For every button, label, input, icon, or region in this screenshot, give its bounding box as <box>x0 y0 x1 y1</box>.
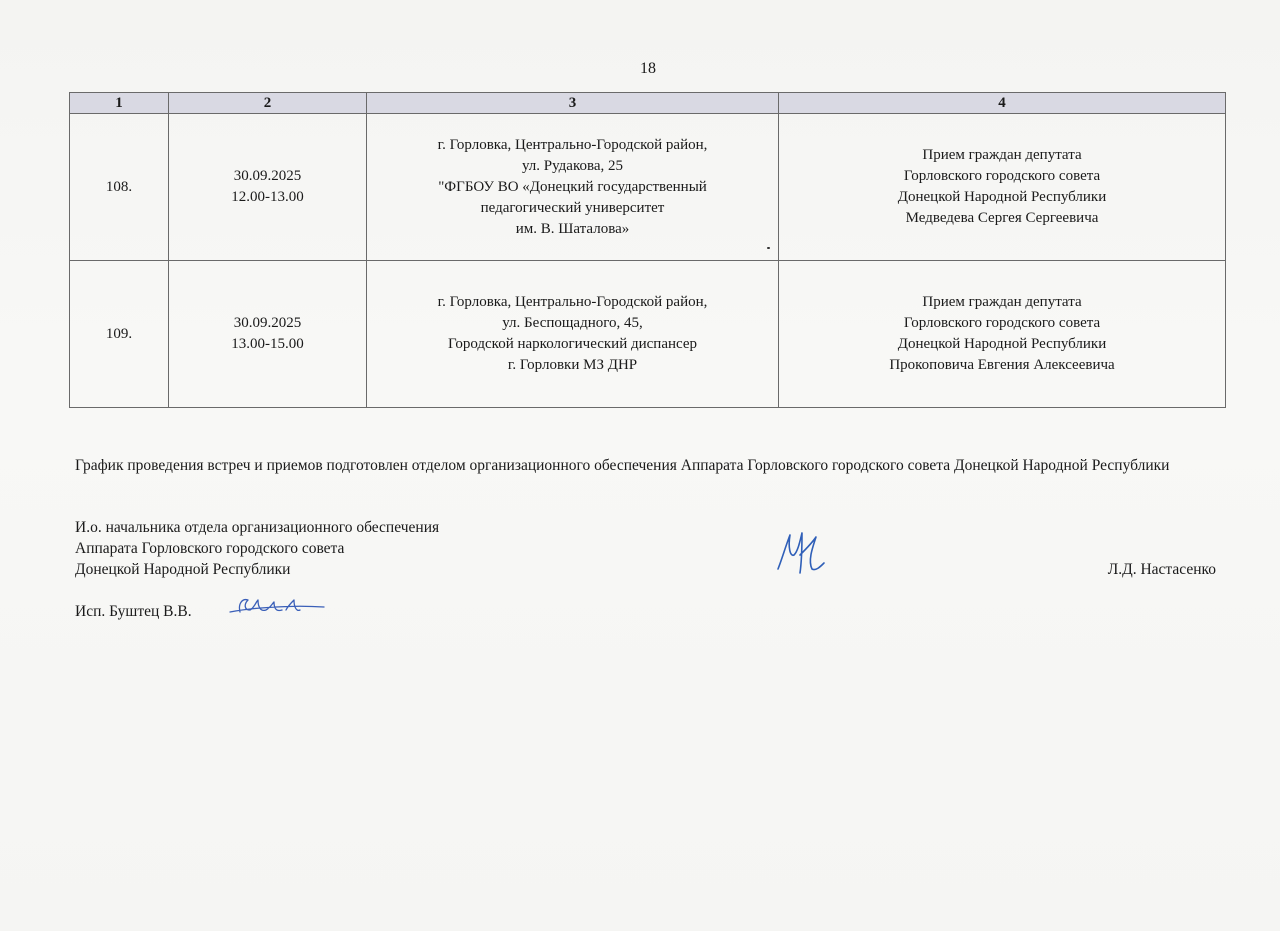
table-row <box>70 114 1226 261</box>
event-time: 13.00-15.00 <box>231 336 304 352</box>
location-line: "ФГБОУ ВО «Донецкий государственный <box>438 178 707 195</box>
table-row <box>70 261 1226 408</box>
table-header-row <box>70 93 1226 114</box>
page-number: 18 <box>640 60 656 77</box>
location-cell <box>367 261 779 408</box>
event-line: Донецкой Народной Республики <box>897 336 1107 352</box>
datetime-cell <box>169 114 367 261</box>
location-line: г. Горловка, Центрально-Городской район, <box>437 136 708 153</box>
position-line: Аппарата Горловского городского совета <box>75 540 345 557</box>
location-line: ул. Рудакова, 25 <box>521 157 624 174</box>
position-line: Донецкой Народной Республики <box>75 561 291 578</box>
position-line: И.о. начальника отдела организационного обеспечения <box>75 519 440 536</box>
event-line: Прием граждан депутата <box>922 294 1082 310</box>
event-line: Прием граждан депутата <box>922 147 1082 163</box>
scan-speck <box>767 247 770 249</box>
event-line: Прокоповича Евгения Алексеевича <box>889 357 1115 373</box>
location-line: Городской наркологический диспансер <box>447 336 698 352</box>
signatory-position <box>75 517 439 580</box>
handwritten-signature <box>772 525 832 581</box>
column-header: 2 <box>169 93 367 114</box>
location-line: ул. Беспощадного, 45, <box>502 315 643 331</box>
event-line: Горловского городского совета <box>903 315 1101 331</box>
row-number-cell <box>70 114 169 261</box>
row-number-cell <box>70 261 169 408</box>
event-line: Донецкой Народной Республики <box>897 189 1107 205</box>
schedule-table <box>69 92 1226 408</box>
location-line: г. Горловка, Центрально-Городской район, <box>437 294 708 310</box>
event-time: 12.00-13.00 <box>231 189 304 205</box>
event-line: Медведева Сергея Сергеевича <box>905 210 1099 226</box>
row-number: 108. <box>105 178 133 195</box>
row-number: 109. <box>105 325 133 342</box>
location-cell <box>367 114 779 261</box>
event-cell <box>779 261 1226 408</box>
column-header: 4 <box>779 93 1226 114</box>
column-header: 3 <box>367 93 779 114</box>
column-header: 1 <box>70 93 169 114</box>
executor-label: Исп. Буштец В.В. <box>75 603 192 620</box>
location-line: г. Горловки МЗ ДНР <box>507 357 638 373</box>
location-line: им. В. Шаталова» <box>515 220 630 237</box>
event-cell <box>779 114 1226 261</box>
event-date: 30.09.2025 <box>233 168 302 184</box>
footnote-text: График проведения встреч и приемов подготовлен отделом организационного обеспечения Аппарата Горловского городского совета Донецкой Народной Республики <box>75 457 1170 474</box>
signatory-name: Л.Д. Настасенко <box>1107 561 1216 578</box>
event-date: 30.09.2025 <box>233 315 302 331</box>
location-line: педагогический университет <box>480 199 665 216</box>
executor-signature <box>226 594 326 624</box>
datetime-cell <box>169 261 367 408</box>
event-line: Горловского городского совета <box>903 168 1101 184</box>
